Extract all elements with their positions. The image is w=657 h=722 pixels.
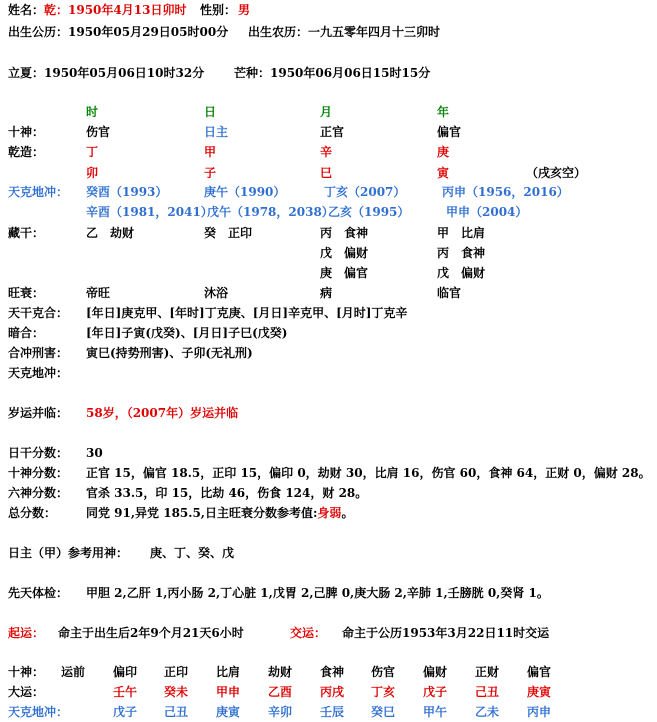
shishen-score-label: 十神分数： [8, 466, 69, 480]
canggan-year-1: 甲 比肩 [437, 226, 486, 240]
canggan-label: 藏干： [8, 226, 45, 240]
total-score-line [86, 505, 353, 521]
dayun-7: 己丑 [475, 685, 500, 699]
dayun-shishen-0: 运前 [61, 665, 86, 679]
hechong-value: 寅巳(持势刑害)、子卯(无礼刑) [86, 346, 253, 360]
shishen-hour: 伤官 [86, 125, 111, 139]
branch-year: 寅 [437, 166, 450, 180]
birth-gregorian: 出生公历：1950年05月29日05时00分 [8, 25, 229, 39]
shishen-year: 偏官 [437, 125, 462, 139]
chong-month-2: 乙亥（1995） [328, 205, 410, 219]
shishen-month: 正官 [320, 125, 345, 139]
dayun-chong-8: 丙申 [527, 705, 552, 719]
dayun-2: 甲申 [216, 685, 241, 699]
dayun-chong-0: 戊子 [113, 705, 138, 719]
kongwang: （戌亥空） [526, 166, 587, 180]
pillar-header-month: 月 [320, 105, 333, 119]
tijian-label: 先天体检： [8, 586, 69, 600]
chong-year-1: 丙申（1956，2016） [442, 185, 569, 199]
name-label: 姓名： [8, 3, 45, 17]
relations-tiankedichong-label: 天克地冲： [8, 366, 69, 380]
chong-month-1: 丁亥（2007） [324, 185, 406, 199]
dayun-chong-4: 壬辰 [320, 705, 345, 719]
pillar-header-day: 日 [204, 105, 217, 119]
canggan-month-3: 庚 偏官 [320, 266, 369, 280]
qiyun-value: 命主于出生后2年9个月21天6小时 [58, 626, 244, 640]
wangshuai-label: 旺衰： [8, 286, 45, 300]
canggan-hour: 乙 劫财 [86, 226, 135, 240]
stem-day: 甲 [204, 145, 217, 159]
total-score-label: 总分数： [8, 506, 57, 520]
tijian-value: 甲胆 2,乙肝 1,丙小肠 2,丁心脏 1,戊胃 2,己脾 0,庚大肠 2,辛肺 1,壬膀胱 0,癸肾 1。 [86, 586, 549, 600]
canggan-month-2: 戊 偏财 [320, 246, 369, 260]
shishen-day: 日主 [204, 125, 229, 139]
solar-term-lixia: 立夏：1950年05月06日10时32分 [8, 66, 205, 80]
yongshen-value: 庚、丁、癸、戊 [150, 546, 235, 560]
solar-term-mangzhong: 芒种：1950年06月06日15时15分 [234, 66, 431, 80]
wangshuai-month: 病 [320, 286, 333, 300]
branch-month: 巳 [320, 166, 333, 180]
dayun-shishen-7: 偏财 [423, 665, 448, 679]
dayun-8: 庚寅 [527, 685, 552, 699]
liushen-score-label: 六神分数： [8, 486, 69, 500]
dayun-3: 乙酉 [268, 685, 293, 699]
dayun-label: 大运： [8, 685, 45, 699]
wangshuai-year: 临官 [437, 286, 462, 300]
dayun-chong-5: 癸巳 [371, 705, 396, 719]
jiaoyun-value: 命主于公历1953年3月22日11时交运 [342, 626, 550, 640]
chong-day-2: 戊午（1978，2038） [207, 205, 334, 219]
pillar-header-year: 年 [437, 105, 450, 119]
qiyun-label: 起运： [8, 626, 45, 640]
total-score-value: 同党 91,异党 185.5,日主旺衰分数参考值: [86, 506, 318, 520]
dayun-0: 壬午 [113, 685, 138, 699]
chong-year-2: 甲申（2004） [446, 205, 528, 219]
total-score-end: 。 [341, 506, 354, 520]
pillar-header-hour: 时 [86, 105, 99, 119]
rigan-score-label: 日干分数： [8, 446, 69, 460]
jiaoyun-label: 交运： [290, 626, 327, 640]
chong-hour-2: 辛酉（1981，2041） [86, 205, 213, 219]
wangshuai-hour: 帝旺 [86, 286, 111, 300]
tiankedichong-label: 天克地冲： [8, 185, 69, 199]
hechong-label: 合冲刑害： [8, 346, 69, 360]
dayun-chong-2: 庚寅 [216, 705, 241, 719]
dayun-4: 丙戌 [320, 685, 345, 699]
shishen-score-value: 正官 15，偏官 18.5，正印 15，偏印 0，劫财 30，比肩 16，伤官 60，食神 64，正财 0，偏财 28。 [86, 466, 651, 480]
liushen-score-value: 官杀 33.5，印 15，比劫 46，伤食 124，财 28。 [86, 486, 368, 500]
branch-hour: 卯 [86, 166, 99, 180]
stem-month: 辛 [320, 145, 333, 159]
yongshen-label: 日主（甲）参考用神： [8, 546, 129, 560]
shishen-label: 十神： [8, 125, 45, 139]
canggan-month-1: 丙 食神 [320, 226, 369, 240]
dayun-shishen-9: 偏官 [527, 665, 552, 679]
rigan-score-value: 30 [86, 446, 103, 460]
chong-hour-1: 癸酉（1993） [86, 185, 168, 199]
dayun-chong-1: 己丑 [164, 705, 189, 719]
dayun-shishen-5: 食神 [320, 665, 345, 679]
canggan-day: 癸 正印 [204, 226, 253, 240]
dayun-chong-3: 辛卯 [268, 705, 293, 719]
dayun-shishen-label: 十神： [8, 665, 45, 679]
tiangan-kehe-value: [年日]庚克甲、[年时]丁克庚、[月日]辛克甲、[月时]丁克辛 [86, 306, 408, 320]
dayun-shishen-1: 偏印 [113, 665, 138, 679]
anhe-value: [年日]子寅(戊癸)、[月日]子巳(戊癸) [86, 326, 288, 340]
chong-day-1: 庚午（1990） [204, 185, 286, 199]
dayun-chong-6: 甲午 [423, 705, 448, 719]
gender-label: 性别： [200, 3, 237, 17]
dayun-shishen-6: 伤官 [371, 665, 396, 679]
wangshuai-day: 沐浴 [204, 286, 229, 300]
name-value: 乾：1950年4月13日卯时 [44, 3, 187, 17]
dayun-shishen-3: 比肩 [216, 665, 241, 679]
qianzao-label: 乾造： [8, 145, 45, 159]
dayun-6: 戊子 [423, 685, 448, 699]
dayun-chong-7: 乙未 [475, 705, 500, 719]
canggan-year-3: 戊 偏财 [437, 266, 486, 280]
dayun-shishen-8: 正财 [475, 665, 500, 679]
gender-value: 男 [238, 3, 251, 17]
dayun-5: 丁亥 [371, 685, 396, 699]
stem-hour: 丁 [86, 145, 99, 159]
total-score-result: 身弱 [317, 506, 342, 520]
stem-year: 庚 [437, 145, 450, 159]
suiyun-value: 58岁，（2007年）岁运并临 [86, 406, 239, 420]
branch-day: 子 [204, 166, 217, 180]
dayun-1: 癸未 [164, 685, 189, 699]
suiyun-label: 岁运并临： [8, 406, 69, 420]
birth-lunar: 出生农历：一九五零年四月十三卯时 [248, 25, 441, 39]
dayun-shishen-2: 正印 [164, 665, 189, 679]
dayun-chong-label: 天克地冲： [8, 705, 69, 719]
anhe-label: 暗合： [8, 326, 45, 340]
dayun-shishen-4: 劫财 [268, 665, 293, 679]
tiangan-kehe-label: 天干克合： [8, 306, 69, 320]
canggan-year-2: 丙 食神 [437, 246, 486, 260]
